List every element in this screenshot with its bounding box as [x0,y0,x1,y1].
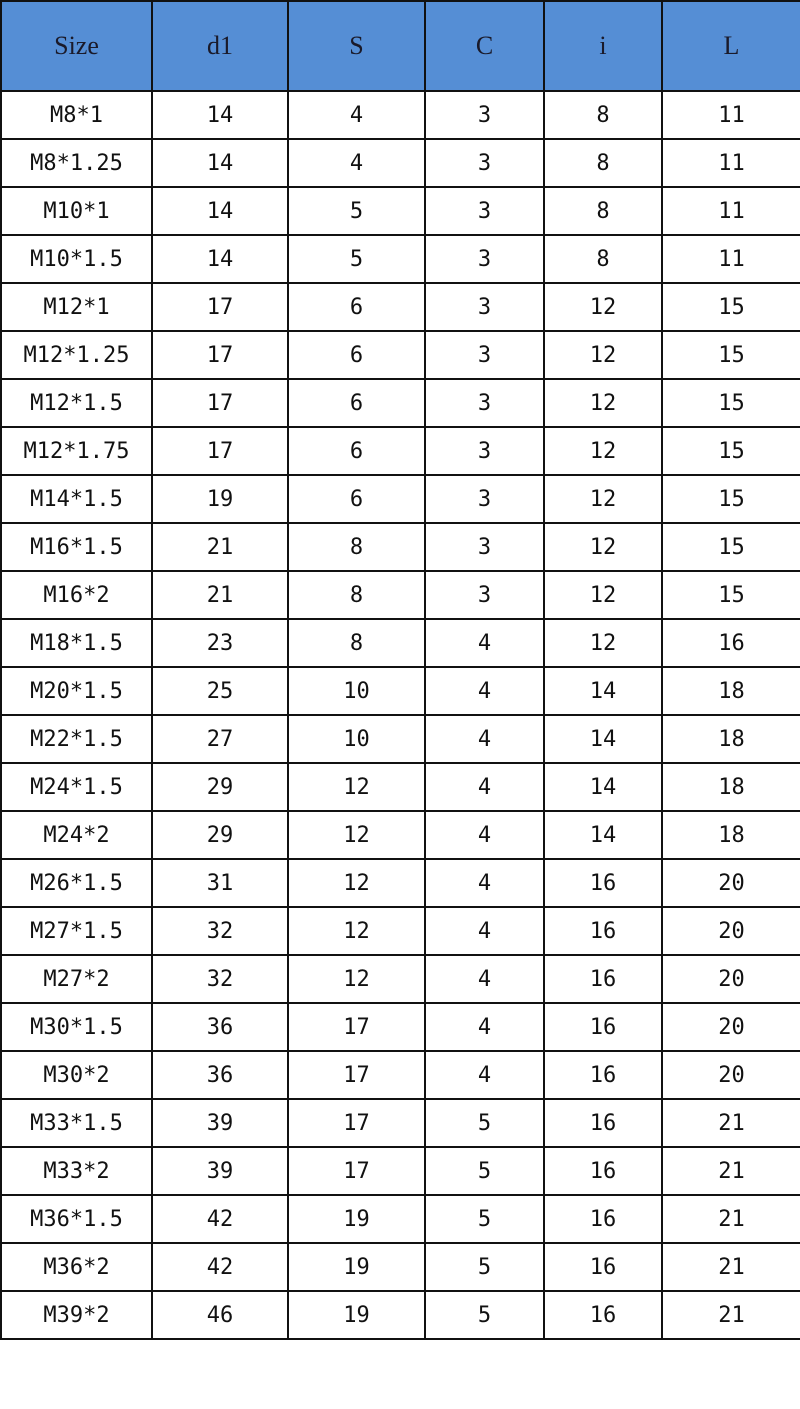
cell-c: 3 [425,187,544,235]
cell-i: 8 [544,139,662,187]
cell-s: 4 [288,139,425,187]
cell-size: M10*1 [1,187,152,235]
table-row [1,619,800,667]
cell-s: 12 [288,811,425,859]
header-row [1,1,800,91]
cell-c: 4 [425,907,544,955]
cell-d1: 17 [152,283,288,331]
cell-c: 4 [425,715,544,763]
cell-i: 12 [544,379,662,427]
cell-i: 8 [544,91,662,139]
cell-c: 5 [425,1099,544,1147]
cell-i: 8 [544,187,662,235]
cell-d1: 19 [152,475,288,523]
cell-i: 16 [544,1243,662,1291]
cell-c: 4 [425,859,544,907]
cell-c: 4 [425,811,544,859]
cell-d1: 32 [152,907,288,955]
table-row [1,1291,800,1339]
cell-size: M8*1.25 [1,139,152,187]
cell-d1: 36 [152,1051,288,1099]
cell-s: 8 [288,571,425,619]
header-i: i [544,1,662,91]
cell-l: 18 [662,763,800,811]
cell-i: 12 [544,475,662,523]
table-row [1,763,800,811]
cell-c: 4 [425,955,544,1003]
cell-size: M24*2 [1,811,152,859]
cell-l: 20 [662,1003,800,1051]
table-row [1,1051,800,1099]
cell-s: 17 [288,1099,425,1147]
cell-c: 3 [425,331,544,379]
cell-size: M12*1.25 [1,331,152,379]
cell-c: 4 [425,1003,544,1051]
header-c: C [425,1,544,91]
cell-d1: 39 [152,1099,288,1147]
cell-s: 10 [288,667,425,715]
cell-size: M8*1 [1,91,152,139]
cell-s: 19 [288,1195,425,1243]
cell-s: 4 [288,91,425,139]
cell-d1: 17 [152,427,288,475]
cell-c: 3 [425,523,544,571]
cell-l: 15 [662,475,800,523]
cell-l: 20 [662,955,800,1003]
header-d1: d1 [152,1,288,91]
cell-c: 3 [425,571,544,619]
cell-l: 20 [662,859,800,907]
table-row [1,1243,800,1291]
cell-d1: 31 [152,859,288,907]
cell-size: M33*2 [1,1147,152,1195]
cell-s: 10 [288,715,425,763]
cell-i: 12 [544,427,662,475]
table-row [1,955,800,1003]
cell-i: 16 [544,1147,662,1195]
cell-size: M18*1.5 [1,619,152,667]
cell-size: M36*2 [1,1243,152,1291]
cell-c: 3 [425,283,544,331]
cell-s: 17 [288,1003,425,1051]
cell-l: 21 [662,1195,800,1243]
cell-size: M27*2 [1,955,152,1003]
cell-i: 16 [544,1099,662,1147]
table-row [1,331,800,379]
cell-c: 5 [425,1147,544,1195]
cell-d1: 14 [152,139,288,187]
table-row [1,139,800,187]
cell-s: 6 [288,475,425,523]
cell-size: M36*1.5 [1,1195,152,1243]
cell-s: 12 [288,859,425,907]
cell-size: M14*1.5 [1,475,152,523]
cell-d1: 21 [152,571,288,619]
header-l: L [662,1,800,91]
cell-size: M24*1.5 [1,763,152,811]
cell-l: 16 [662,619,800,667]
cell-s: 8 [288,523,425,571]
cell-i: 16 [544,1051,662,1099]
cell-l: 15 [662,283,800,331]
cell-l: 21 [662,1243,800,1291]
cell-i: 16 [544,955,662,1003]
cell-d1: 46 [152,1291,288,1339]
table-row [1,667,800,715]
table-row [1,1099,800,1147]
cell-s: 12 [288,955,425,1003]
cell-d1: 42 [152,1243,288,1291]
cell-d1: 17 [152,379,288,427]
table-header [1,1,800,91]
cell-size: M12*1.5 [1,379,152,427]
table-row [1,475,800,523]
cell-d1: 42 [152,1195,288,1243]
table-row [1,1195,800,1243]
cell-s: 6 [288,427,425,475]
cell-l: 11 [662,139,800,187]
header-size: Size [1,1,152,91]
cell-s: 6 [288,331,425,379]
cell-c: 3 [425,91,544,139]
table-row [1,1147,800,1195]
cell-c: 3 [425,235,544,283]
cell-i: 16 [544,907,662,955]
cell-l: 18 [662,667,800,715]
table-row [1,235,800,283]
table-row [1,1003,800,1051]
cell-size: M30*2 [1,1051,152,1099]
table-row [1,907,800,955]
cell-d1: 23 [152,619,288,667]
table-row [1,283,800,331]
cell-c: 5 [425,1195,544,1243]
cell-s: 12 [288,907,425,955]
cell-l: 11 [662,187,800,235]
cell-c: 4 [425,763,544,811]
cell-c: 4 [425,1051,544,1099]
cell-d1: 25 [152,667,288,715]
cell-size: M33*1.5 [1,1099,152,1147]
cell-d1: 14 [152,187,288,235]
cell-i: 12 [544,619,662,667]
cell-s: 19 [288,1243,425,1291]
cell-i: 16 [544,1003,662,1051]
cell-i: 12 [544,331,662,379]
cell-d1: 21 [152,523,288,571]
cell-l: 15 [662,571,800,619]
cell-s: 5 [288,187,425,235]
cell-d1: 39 [152,1147,288,1195]
cell-i: 8 [544,235,662,283]
cell-size: M16*1.5 [1,523,152,571]
cell-l: 15 [662,331,800,379]
cell-s: 6 [288,283,425,331]
header-s: S [288,1,425,91]
cell-d1: 32 [152,955,288,1003]
cell-i: 14 [544,811,662,859]
table-row [1,523,800,571]
cell-size: M20*1.5 [1,667,152,715]
cell-c: 3 [425,379,544,427]
cell-l: 15 [662,523,800,571]
cell-i: 12 [544,283,662,331]
cell-l: 20 [662,1051,800,1099]
cell-i: 12 [544,523,662,571]
cell-c: 5 [425,1243,544,1291]
cell-l: 15 [662,379,800,427]
cell-l: 15 [662,427,800,475]
cell-d1: 29 [152,811,288,859]
table-row [1,859,800,907]
cell-l: 11 [662,91,800,139]
cell-d1: 17 [152,331,288,379]
cell-d1: 36 [152,1003,288,1051]
cell-c: 3 [425,475,544,523]
cell-i: 14 [544,715,662,763]
cell-c: 3 [425,427,544,475]
cell-c: 5 [425,1291,544,1339]
cell-d1: 29 [152,763,288,811]
cell-l: 11 [662,235,800,283]
cell-d1: 27 [152,715,288,763]
cell-size: M26*1.5 [1,859,152,907]
cell-l: 18 [662,811,800,859]
cell-size: M16*2 [1,571,152,619]
cell-i: 16 [544,1195,662,1243]
cell-c: 4 [425,619,544,667]
table-row [1,811,800,859]
cell-d1: 14 [152,91,288,139]
cell-i: 12 [544,571,662,619]
cell-s: 6 [288,379,425,427]
cell-i: 14 [544,763,662,811]
cell-size: M39*2 [1,1291,152,1339]
cell-s: 19 [288,1291,425,1339]
table-row [1,427,800,475]
cell-l: 18 [662,715,800,763]
cell-size: M30*1.5 [1,1003,152,1051]
table-row [1,187,800,235]
table-row [1,91,800,139]
cell-i: 16 [544,1291,662,1339]
cell-i: 14 [544,667,662,715]
cell-c: 4 [425,667,544,715]
cell-i: 16 [544,859,662,907]
cell-s: 12 [288,763,425,811]
cell-d1: 14 [152,235,288,283]
cell-l: 21 [662,1147,800,1195]
cell-size: M12*1.75 [1,427,152,475]
cell-l: 21 [662,1099,800,1147]
cell-c: 3 [425,139,544,187]
cell-s: 17 [288,1051,425,1099]
cell-size: M12*1 [1,283,152,331]
cell-size: M22*1.5 [1,715,152,763]
cell-size: M10*1.5 [1,235,152,283]
cell-l: 20 [662,907,800,955]
table-row [1,379,800,427]
cell-s: 17 [288,1147,425,1195]
table-row [1,715,800,763]
cell-size: M27*1.5 [1,907,152,955]
cell-l: 21 [662,1291,800,1339]
cell-s: 5 [288,235,425,283]
table-body [1,91,800,1339]
table-row [1,571,800,619]
cell-s: 8 [288,619,425,667]
